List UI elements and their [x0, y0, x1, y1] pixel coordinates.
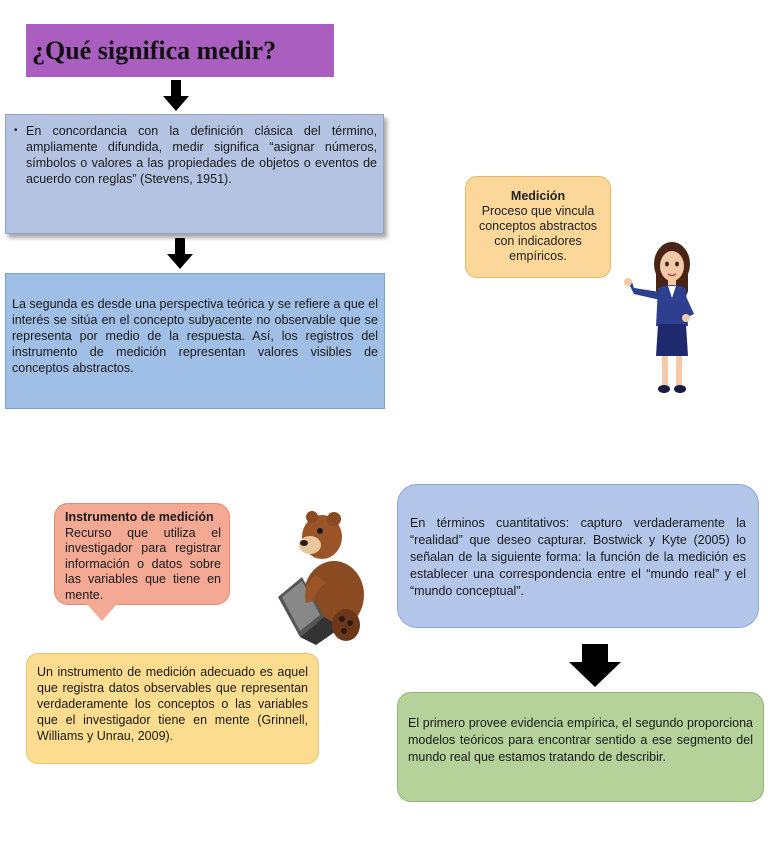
primero-text: El primero provee evidencia empírica, el segundo proporciona modelos teóricos para encontrar sentido a ese segmento del mundo real que estamos tratando de describir. [408, 716, 753, 764]
cuantitativos-text: En términos cuantitativos: capturo verdaderamente la “realidad” que deseo capturar. Bostwick y Kyte (2005) lo señalan de la siguiente forma: la función de la medición es establecer una correspondencia entre el “mundo real” y el “mundo conceptual”. [410, 516, 746, 598]
cuantitativos-box [397, 484, 759, 628]
medicion-title: Medición [510, 189, 566, 203]
instrumento-adecuado-box [26, 653, 319, 764]
page-title: ¿Qué significa medir? [26, 24, 334, 77]
theoretical-perspective-box [5, 273, 385, 409]
instrumento-callout [54, 503, 230, 605]
instrumento-text: Recurso que utiliza el investigador para registrar información o datos sobre las variables que tiene en mente. [65, 525, 221, 602]
medicion-callout [465, 176, 611, 278]
down-arrow-icon [162, 80, 190, 112]
down-arrow-icon [568, 644, 622, 688]
primero-box [397, 692, 764, 802]
instrumento-title: Instrumento de medición [65, 510, 214, 524]
definition-box [5, 114, 384, 234]
definition-text: En concordancia con la definición clásica del término, ampliamente difundida, medir significa “asignar números, símbolos o valores a las propiedades de objetos o eventos de acuerdo con reglas” (Stevens, 1951). [26, 124, 377, 186]
bullet: • [14, 125, 18, 136]
instrumento-adecuado-text: Un instrumento de medición adecuado es aquel que registra datos observables que representan verdaderamente los conceptos o las variables que el investigador tiene en mente (Grinnell, Williams y Unrau, 2009). [37, 665, 308, 743]
down-arrow-icon [166, 238, 194, 270]
theoretical-text: La segunda es desde una perspectiva teórica y se refiere a que el interés se sitúa en el concepto subyacente no observable que se representa por medio de la respuesta. Así, los registros del instrumento de medición representan valores visibles de conceptos abstractos. [12, 297, 378, 375]
woman-presenter-illustration [620, 236, 704, 396]
callout-tail [86, 603, 118, 621]
bear-laptop-illustration [272, 505, 378, 645]
medicion-text: Proceso que vincula conceptos abstractos con indicadores empíricos. [478, 204, 598, 263]
